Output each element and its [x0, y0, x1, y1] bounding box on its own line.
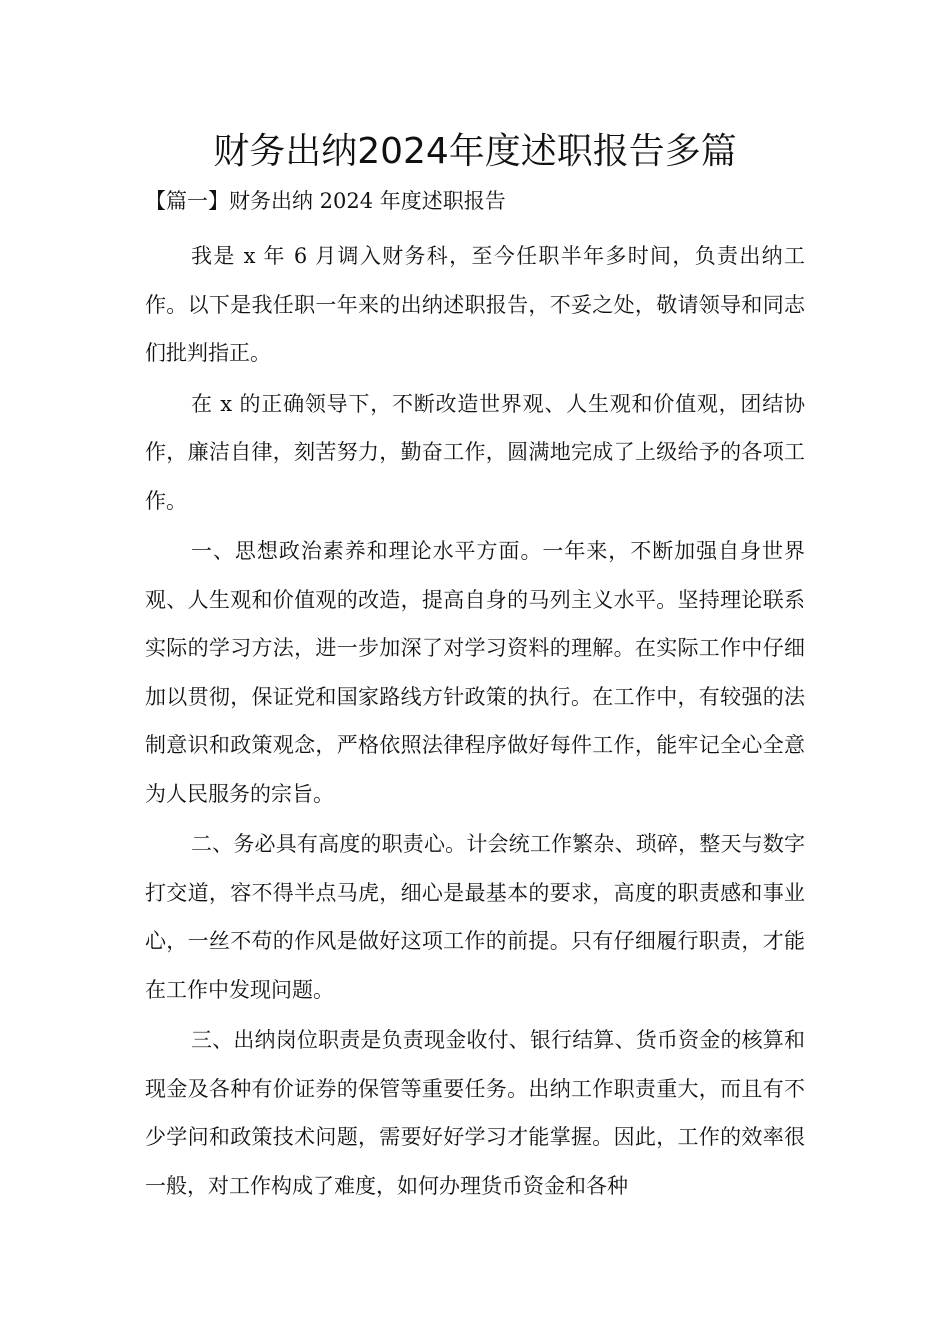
paragraph-cashier-duties: 三、出纳岗位职责是负责现金收付、银行结算、货币资金的核算和现金及各种有价证券的保管等重要任务。出纳工作职责重大，而且有不少学问和政策技术问题，需要好好学习才能掌握。因此，工作的效率很一般，对工作构成了难度，如何办理货币资金和各种 — [145, 1028, 805, 1198]
paragraph-responsibility: 二、务必具有高度的职责心。计会统工作繁杂、琐碎，整天与数字打交道，容不得半点马虎，细心是最基本的要求，高度的职责感和事业心，一丝不苟的作风是做好这项工作的前提。只有仔细履行职责，才能在工作中发现问题。 — [145, 832, 805, 1002]
paragraph-intro: 我是 x 年 6 月调入财务科，至今任职半年多时间，负责出纳工作。以下是我任职一年来的出纳述职报告，不妥之处，敬请领导和同志们批判指正。 — [145, 244, 805, 365]
document-title: 财务出纳2024年度述职报告多篇 — [213, 131, 737, 172]
document-body — [145, 232, 805, 1212]
paragraph-leadership: 在 x 的正确领导下，不断改造世界观、人生观和价值观，团结协作，廉洁自律，刻苦努力，勤奋工作，圆满地完成了上级给予的各项工作。 — [145, 391, 805, 513]
paragraph-political-quality: 一、思想政治素养和理论水平方面。一年来，不断加强自身世界观、人生观和价值观的改造，提高自身的马列主义水平。坚持理论联系实际的学习方法，进一步加深了对学习资料的理解。在实际工作中仔细加以贯彻，保证党和国家路线方针政策的执行。在工作中，有较强的法制意识和政策观念，严格依照法律程序做好每件工作，能牢记全心全意为人民服务的宗旨。 — [145, 539, 805, 806]
section-heading: 【篇一】财务出纳 2024 年度述职报告 — [145, 189, 506, 213]
